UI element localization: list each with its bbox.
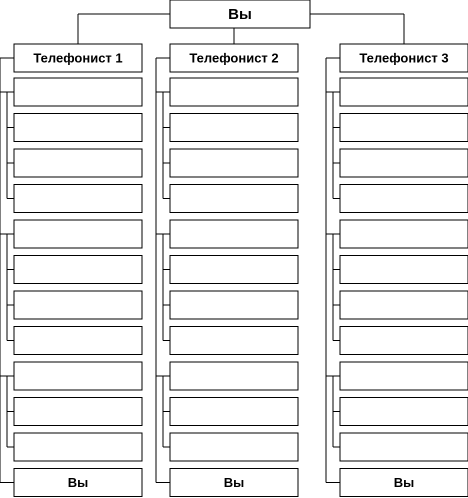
column-header-2-label: Телефонист 2	[189, 50, 279, 66]
blank-slot-2-10	[170, 398, 298, 426]
blank-slot-1-9	[14, 362, 142, 390]
blank-slot-2-11	[170, 433, 298, 461]
column-header-1	[14, 44, 142, 72]
column-footer-2-label: Вы	[223, 474, 245, 490]
column-footer-2	[170, 469, 298, 497]
blank-slot-3-3	[340, 149, 468, 177]
blank-slot-1-3	[14, 149, 142, 177]
blank-slot-2-1	[170, 78, 298, 106]
blank-slot-2-7	[170, 291, 298, 319]
column-header-2	[170, 44, 298, 72]
blank-slot-1-2	[14, 114, 142, 142]
blank-slot-1-8	[14, 327, 142, 355]
blank-slot-1-1	[14, 78, 142, 106]
blank-slot-2-6	[170, 256, 298, 284]
column-footer-3	[340, 469, 468, 497]
blank-slot-3-5	[340, 220, 468, 248]
blank-slot-3-2	[340, 114, 468, 142]
column-footer-3-label: Вы	[393, 474, 415, 490]
blank-slot-3-7	[340, 291, 468, 319]
chart-nodes	[14, 0, 468, 497]
blank-slot-2-4	[170, 185, 298, 213]
column-footer-1	[14, 469, 142, 497]
column-header-3-label: Телефонист 3	[359, 50, 449, 66]
column-header-1-label: Телефонист 1	[33, 50, 123, 66]
blank-slot-1-7	[14, 291, 142, 319]
root-node	[170, 0, 310, 28]
column-header-3	[340, 44, 468, 72]
blank-slot-3-9	[340, 362, 468, 390]
column-footer-1-label: Вы	[67, 474, 89, 490]
blank-slot-1-5	[14, 220, 142, 248]
blank-slot-1-4	[14, 185, 142, 213]
blank-slot-1-10	[14, 398, 142, 426]
blank-slot-3-10	[340, 398, 468, 426]
blank-slot-1-11	[14, 433, 142, 461]
root-node-label: Вы	[228, 5, 252, 23]
blank-slot-3-6	[340, 256, 468, 284]
blank-slot-3-4	[340, 185, 468, 213]
blank-slot-2-2	[170, 114, 298, 142]
blank-slot-3-8	[340, 327, 468, 355]
blank-slot-3-1	[340, 78, 468, 106]
blank-slot-3-11	[340, 433, 468, 461]
blank-slot-2-8	[170, 327, 298, 355]
blank-slot-2-3	[170, 149, 298, 177]
blank-slot-2-9	[170, 362, 298, 390]
blank-slot-2-5	[170, 220, 298, 248]
blank-slot-1-6	[14, 256, 142, 284]
